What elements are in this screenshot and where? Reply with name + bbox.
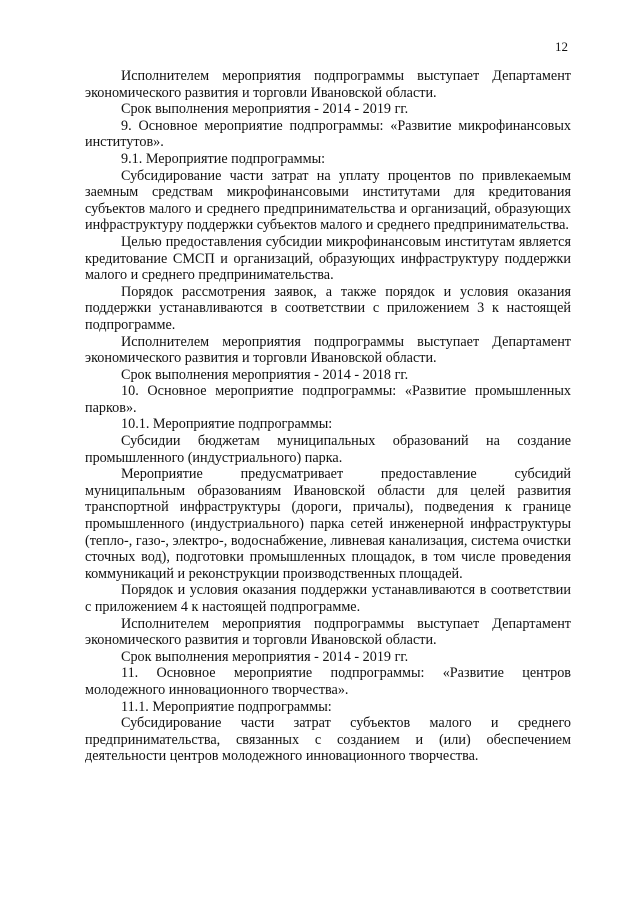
paragraph-subsidy-industrial-park: Субсидии бюджетам муниципальных образований на создание промышленного (индустриального) парка.: [85, 433, 571, 466]
document-body: [85, 68, 571, 765]
paragraph-subsidy-goal: Целью предоставления субсидии микрофинансовым институтам является кредитование СМСП и организаций, образующих инфраструктуру поддержки малого и среднего предпринимательства.: [85, 233, 571, 284]
page-number: 12: [555, 39, 568, 54]
paragraph-activity-10-1: 10.1. Мероприятие подпрограммы:: [121, 416, 333, 433]
paragraph-main-activity-10: 10. Основное мероприятие подпрограммы: «Развитие промышленных парков».: [85, 383, 571, 416]
paragraph-main-activity-9: 9. Основное мероприятие подпрограммы: «Развитие микрофинансовых институтов».: [85, 117, 571, 151]
paragraph-main-activity-11: 11. Основное мероприятие подпрограммы: «Развитие центров молодежного инновационного творчества».: [85, 665, 571, 698]
paragraph-term-1: Срок выполнения мероприятия - 2014 - 2019 гг.: [121, 101, 409, 118]
paragraph-activity-9-1: 9.1. Мероприятие подпрограммы:: [121, 150, 326, 167]
paragraph-subsidy-microfinance: Субсидирование части затрат на уплату процентов по привлекаемым заемным средствам микрофинансовыми институтами для кредитования субъектов малого и среднего предпринимательства и организаций, образующих инфраструктуру поддержки субъектов малого и среднего предпринимательства.: [85, 167, 571, 234]
paragraph-activity-11-1: 11.1. Мероприятие подпрограммы:: [121, 698, 332, 715]
paragraph-executor-1: Исполнителем мероприятия подпрограммы выступает Департамент экономического развития и торговли Ивановской области.: [85, 68, 571, 101]
paragraph-term-3: Срок выполнения мероприятия - 2014 - 2019 гг.: [121, 648, 409, 665]
paragraph-executor-2: Исполнителем мероприятия подпрограммы выступает Департамент экономического развития и торговли Ивановской области.: [85, 333, 571, 367]
paragraph-executor-3: Исполнителем мероприятия подпрограммы выступает Департамент экономического развития и торговли Ивановской области.: [85, 615, 571, 649]
paragraph-application-procedure: Порядок рассмотрения заявок, а также порядок и условия оказания поддержки устанавливаются в соответствии с приложением 3 к настоящей подпрограмме.: [85, 283, 571, 333]
paragraph-activity-description: Мероприятие предусматривает предоставление субсидий муниципальным образованиям Ивановской области для целей развития транспортной инфраструктуры (дороги, причалы), подведения к границе промышленного (индустриального) парка сетей инженерной инфраструктуры (тепло-, газо-, электро-, водоснабжение, ливневая канализация, система очистки сточных вод), подготовки промышленных площадок, в том числе проведения коммуникаций и реконструкции производственных площадей.: [85, 466, 571, 582]
paragraph-support-procedure: Порядок и условия оказания поддержки устанавливаются в соответствии с приложением 4 к настоящей подпрограмме.: [85, 582, 571, 615]
paragraph-term-2: Срок выполнения мероприятия - 2014 - 2018 гг.: [121, 366, 409, 383]
paragraph-subsidy-youth-centers: Субсидирование части затрат субъектов малого и среднего предпринимательства, связанных с созданием и (или) обеспечением деятельности центров молодежного инновационного творчества.: [85, 715, 571, 765]
